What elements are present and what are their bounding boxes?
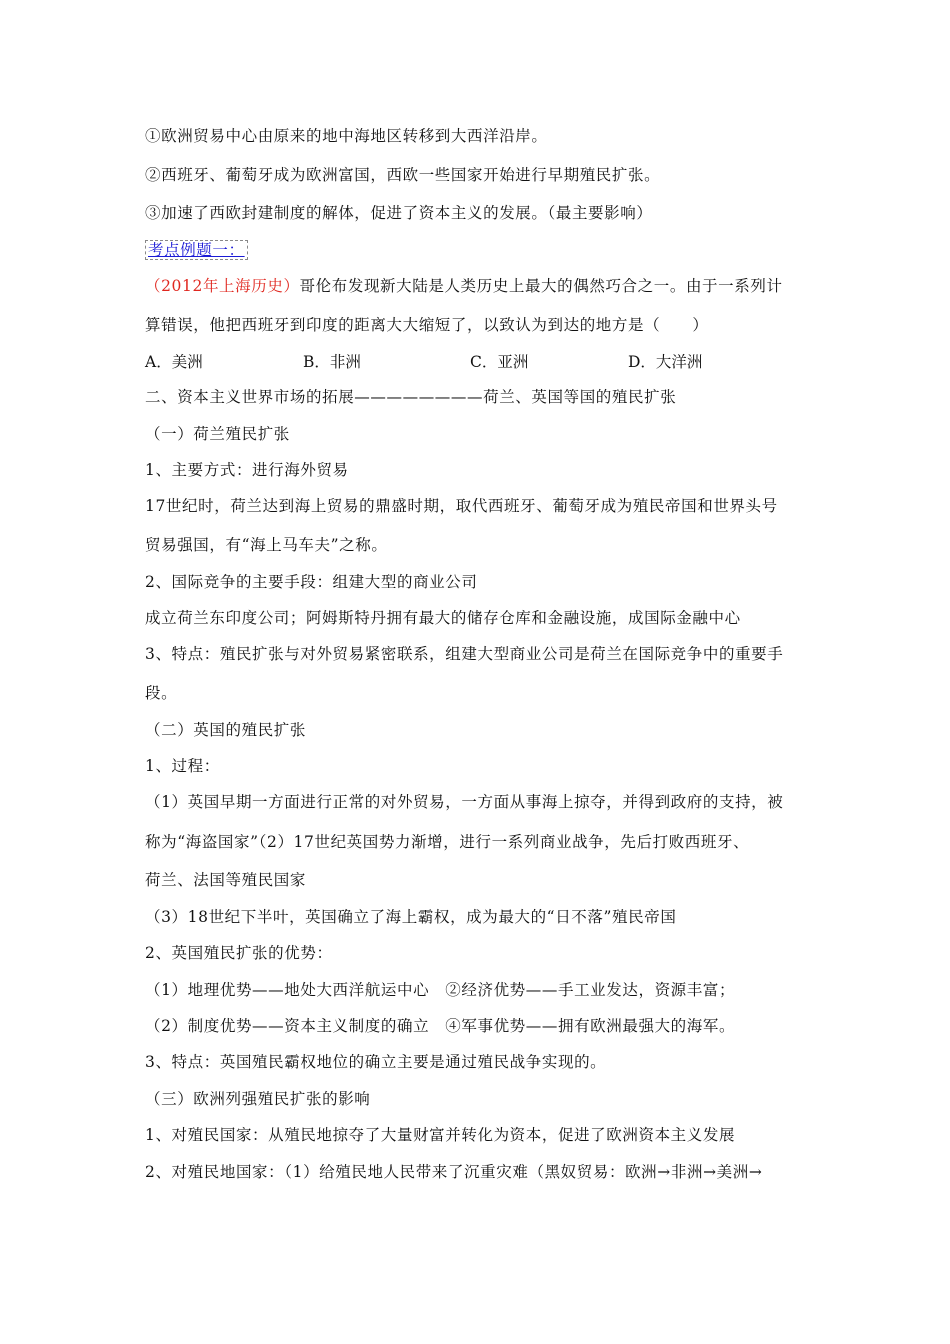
text-line: 贸易强国，有“海上马车夫”之称。	[145, 536, 388, 554]
text-line: 3、特点：殖民扩张与对外贸易紧密联系，组建大型商业公司是荷兰在国际竞争中的重要手	[145, 645, 784, 663]
text-line: 2、对殖民地国家：（1）给殖民地人民带来了沉重灾难（黑奴贸易：欧洲→非洲→美洲→	[145, 1163, 763, 1181]
option-a: A．美洲	[145, 353, 203, 371]
text-line: （1）英国早期一方面进行正常的对外贸易，一方面从事海上掠夺，并得到政府的支持，被	[145, 793, 784, 811]
text-line: ①欧洲贸易中心由原来的地中海地区转移到大西洋沿岸。	[145, 127, 548, 145]
question-line-2: 算错误，他把西班牙到印度的距离大大缩短了，以致认为到达的地方是（ ）	[145, 316, 709, 334]
subsection-heading: （二）英国的殖民扩张	[145, 721, 307, 739]
text-line: （3）18世纪下半叶，英国确立了海上霸权，成为最大的“日不落”殖民帝国	[145, 908, 677, 926]
text-line: （2）制度优势——资本主义制度的确立 ④军事优势——拥有欧洲最强大的海军。	[145, 1017, 736, 1035]
text-line: 荷兰、法国等殖民国家	[145, 871, 307, 889]
text-line: ③加速了西欧封建制度的解体，促进了资本主义的发展。（最主要影响）	[145, 204, 653, 222]
text-line: 成立荷兰东印度公司；阿姆斯特丹拥有最大的储存仓库和金融设施，成国际金融中心	[145, 609, 741, 627]
text-line: 1、主要方式：进行海外贸易	[145, 461, 349, 479]
question-text: 哥伦布发现新大陆是人类历史上最大的偶然巧合之一。由于一系列计	[299, 277, 783, 295]
text-line: 2、国际竞争的主要手段：组建大型的商业公司	[145, 573, 478, 591]
text-line: 1、对殖民国家：从殖民地掠夺了大量财富并转化为资本，促进了欧洲资本主义发展	[145, 1126, 736, 1144]
subsection-heading: （一）荷兰殖民扩张	[145, 425, 290, 443]
option-d: D．大洋洲	[628, 353, 703, 371]
question-source: （2012年上海历史）	[145, 277, 300, 295]
text-line: 3、特点：英国殖民霸权地位的确立主要是通过殖民战争实现的。	[145, 1053, 607, 1071]
section-heading: 二、资本主义世界市场的拓展————————荷兰、英国等国的殖民扩张	[145, 388, 677, 406]
example-heading	[145, 238, 248, 260]
question-line-1	[145, 274, 783, 296]
text-line: ②西班牙、葡萄牙成为欧洲富国，西欧一些国家开始进行早期殖民扩张。	[145, 166, 661, 184]
option-b: B．非洲	[303, 353, 361, 371]
example-label: 考点例题一：	[145, 240, 248, 260]
text-line: 17世纪时，荷兰达到海上贸易的鼎盛时期，取代西班牙、葡萄牙成为殖民帝国和世界头号	[145, 497, 778, 515]
text-line: 1、过程：	[145, 757, 220, 775]
text-line: 称为“海盗国家”（2）17世纪英国势力渐增，进行一系列商业战争，先后打败西班牙、	[145, 833, 750, 851]
text-line: 2、英国殖民扩张的优势：	[145, 944, 333, 962]
text-line: （1）地理优势——地处大西洋航运中心 ②经济优势——手工业发达，资源丰富；	[145, 981, 736, 999]
text-line: 段。	[145, 684, 178, 702]
option-c: C．亚洲	[470, 353, 529, 371]
subsection-heading: （三）欧洲列强殖民扩张的影响	[145, 1090, 371, 1108]
